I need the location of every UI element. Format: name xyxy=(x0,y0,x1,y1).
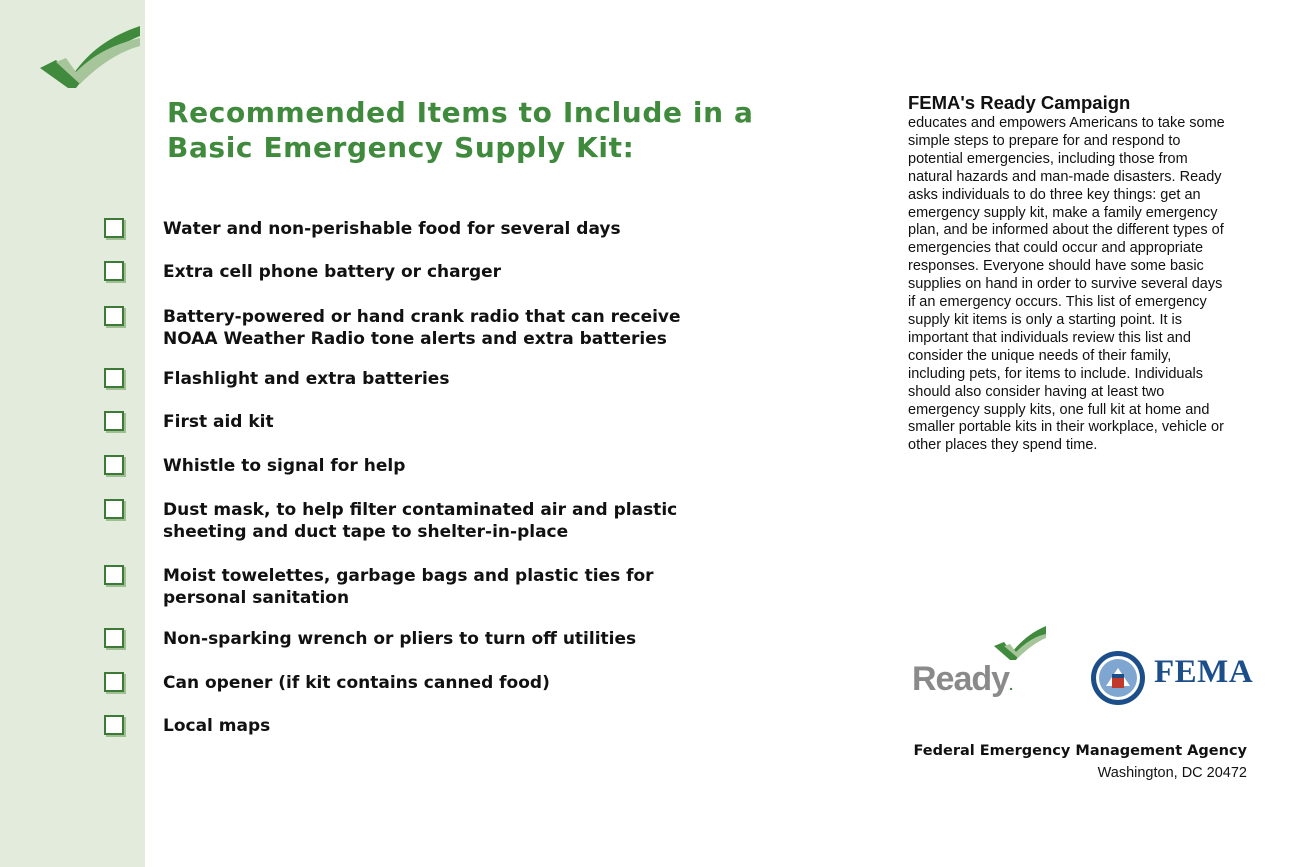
ready-wordmark: Ready. xyxy=(912,660,1012,698)
sidebar-band xyxy=(0,0,145,867)
checklist-item-text: Dust mask, to help filter contaminated air and plastic sheeting and duct tape to shelter-in-place xyxy=(163,500,678,542)
checklist-item-text: Extra cell phone battery or charger xyxy=(163,262,502,282)
checkbox-icon xyxy=(104,411,124,431)
agency-name: Federal Emergency Management Agency xyxy=(913,743,1247,759)
checklist-item-text: Can opener (if kit contains canned food) xyxy=(163,673,550,693)
checklist-item-text: Battery-powered or hand crank radio that can receive NOAA Weather Radio tone alerts and extra batteries xyxy=(163,307,681,349)
checkbox-icon xyxy=(104,455,124,475)
checklist-item-text: Flashlight and extra batteries xyxy=(163,369,450,389)
fema-wordmark: FEMA xyxy=(1154,654,1254,690)
checklist-item-text: First aid kit xyxy=(163,412,274,432)
checklist-item-text: Moist towelettes, garbage bags and plastic ties for personal sanitation xyxy=(163,566,654,608)
checkbox-icon xyxy=(104,368,124,388)
checkbox-icon xyxy=(104,499,124,519)
checklist-item-text: Non-sparking wrench or pliers to turn off utilities xyxy=(163,629,637,649)
campaign-description: educates and empowers Americans to take some simple steps to prepare for and respond to potential emergencies, including those from natural hazards and man-made disasters. Ready asks individuals to do three key things: get an emergency supply kit, make a family emergency plan, and be informed about the different types of emergencies that could occur and appropriate responses. Everyone should have some basic supplies on hand in order to survive several days if an emergency occurs. This list of emergency supply kit items is only a starting point. It is important that individuals review this list and consider the unique needs of their family, including pets, for items to include. Individuals should also consider having at least two emergency supply kits, one full kit at home and smaller portable kits in their workplace, vehicle or other places they spend time. xyxy=(908,115,1225,454)
ready-checkmark-icon xyxy=(912,624,1052,664)
checkbox-icon xyxy=(104,565,124,585)
checklist-item-text: Water and non-perishable food for several days xyxy=(163,219,621,239)
dhs-seal-icon xyxy=(1090,650,1146,706)
checklist-item-text: Local maps xyxy=(163,716,271,736)
checkbox-icon xyxy=(104,218,124,238)
checklist-item-text: Whistle to signal for help xyxy=(163,456,406,476)
checkbox-icon xyxy=(104,628,124,648)
page-title: Recommended Items to Include in a Basic Emergency Supply Kit: xyxy=(167,96,754,164)
checkmark-logo-icon xyxy=(36,22,142,90)
checkbox-icon xyxy=(104,672,124,692)
campaign-title: FEMA's Ready Campaign xyxy=(908,92,1131,113)
checkbox-icon xyxy=(104,715,124,735)
checkbox-icon xyxy=(104,306,124,326)
checkbox-icon xyxy=(104,261,124,281)
agency-address: Washington, DC 20472 xyxy=(1097,765,1247,781)
ready-dot: . xyxy=(1009,677,1012,693)
